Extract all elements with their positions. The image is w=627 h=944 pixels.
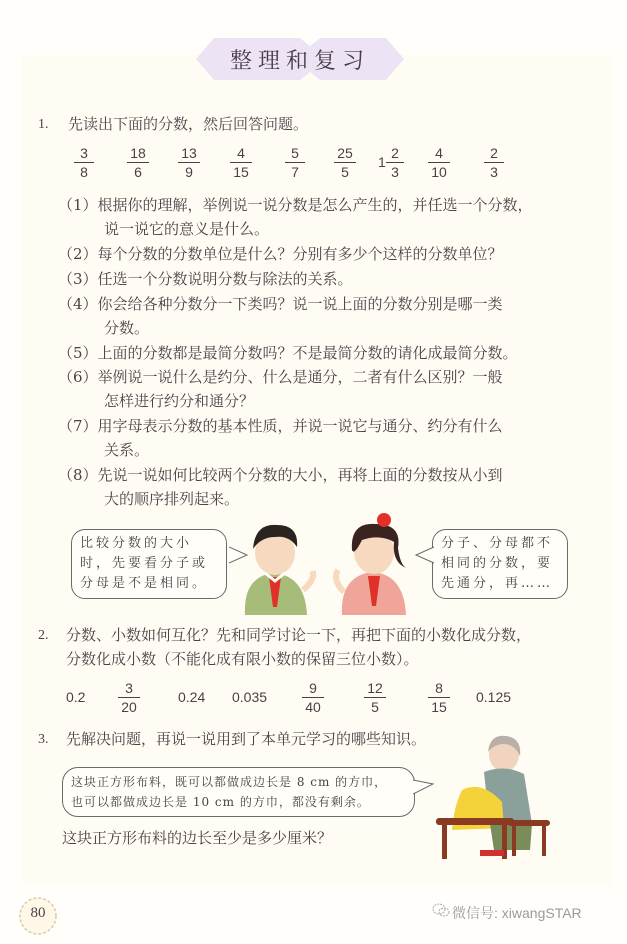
subquestion-6-cont: 怎样进行约分和通分？ [104,392,255,410]
decimal-0-125: 0.125 [476,689,512,705]
fraction-12-5: 12 5 [364,680,386,715]
question-1-prompt: 先读出下面的分数，然后回答问题。 [68,115,309,133]
fraction-4-15: 4 15 [230,145,252,180]
watermark-text: 微信号: xiwangSTAR [452,905,582,921]
boy-illustration [225,515,325,615]
speech-bubble-boy: 比较分数的大小 时，先要看分子或 分母是不是相同。 [71,529,227,599]
fraction-3-8: 3 8 [74,145,94,180]
subquestion-6: （6）举例说一说什么是约分、什么是通分，二者有什么区别？一般 [58,368,503,386]
speech-bubble-grandma: 这块正方形布料，既可以都做成边长是 8 cm 的方巾， 也可以都做成边长是 10 cm 的方巾，都没有剩余。 [62,767,415,817]
mixed-whole-1: 1 [378,154,386,170]
subquestion-4: （4）你会给各种分数分一下类吗？说一说上面的分数分别是哪一类 [58,295,503,313]
question-3-question: 这块正方形布料的边长至少是多少厘米？ [62,829,333,847]
section-title: 整理和复习 [229,49,370,74]
subquestion-7: （7）用字母表示分数的基本性质，并说一说它与通分、约分有什么 [58,417,503,435]
fraction-13-9: 13 9 [178,145,200,180]
subquestion-3: （3）任选一个分数说明分数与除法的关系。 [58,270,353,288]
subquestion-2: （2）每个分数的分数单位是什么？分别有多少个这样的分数单位？ [58,245,503,263]
question-3-number: 3. [38,732,49,747]
decimal-0-035: 0.035 [232,689,268,705]
subquestion-8: （8）先说一说如何比较两个分数的大小，再将上面的分数按从小到 [58,466,503,484]
fraction-2-3: 2 3 [484,145,504,180]
subquestion-7-cont: 关系。 [104,441,150,459]
fraction-25-5: 25 5 [334,145,356,180]
question-1-number: 1. [38,117,49,132]
section-title-banner [196,38,404,80]
fraction-1-2-3: 2 3 [386,145,404,180]
fraction-5-7: 5 7 [285,145,305,180]
question-2-number: 2. [38,628,49,643]
decimal-0-24: 0.24 [178,689,206,705]
question-2-line-1: 分数、小数如何互化？先和同学讨论一下，再把下面的小数化成分数， [66,626,532,644]
girl-illustration [322,512,422,615]
subquestion-5: （5）上面的分数都是最简分数吗？不是最简分数的请化成最简分数。 [58,344,518,362]
wechat-icon [432,902,450,918]
question-2-line-2: 分数化成小数（不能化成有限小数的保留三位小数）。 [66,650,419,668]
speech-bubble-girl: 分子、分母都不 相同的分数，要 先通分，再…… [432,529,568,599]
subquestion-8-cont: 大的顺序排列起来。 [104,490,240,508]
decimal-0-2: 0.2 [66,689,86,705]
subquestion-4-cont: 分数。 [104,319,150,337]
fraction-8-15: 8 15 [428,680,450,715]
fraction-3-20: 3 20 [118,680,140,715]
fraction-9-40: 9 40 [302,680,324,715]
question-3-prompt: 先解决问题，再说一说用到了本单元学习的哪些知识。 [66,730,427,748]
fraction-4-10: 4 10 [428,145,450,180]
grandma-sewing-illustration [432,732,562,862]
subquestion-1: （1）根据你的理解，举例说一说分数是怎么产生的，并任选一个分数， [58,196,533,214]
subquestion-1-cont: 说一说它的意义是什么。 [104,220,270,238]
page-number: 80 [30,905,46,921]
fraction-18-6: 18 6 [127,145,149,180]
